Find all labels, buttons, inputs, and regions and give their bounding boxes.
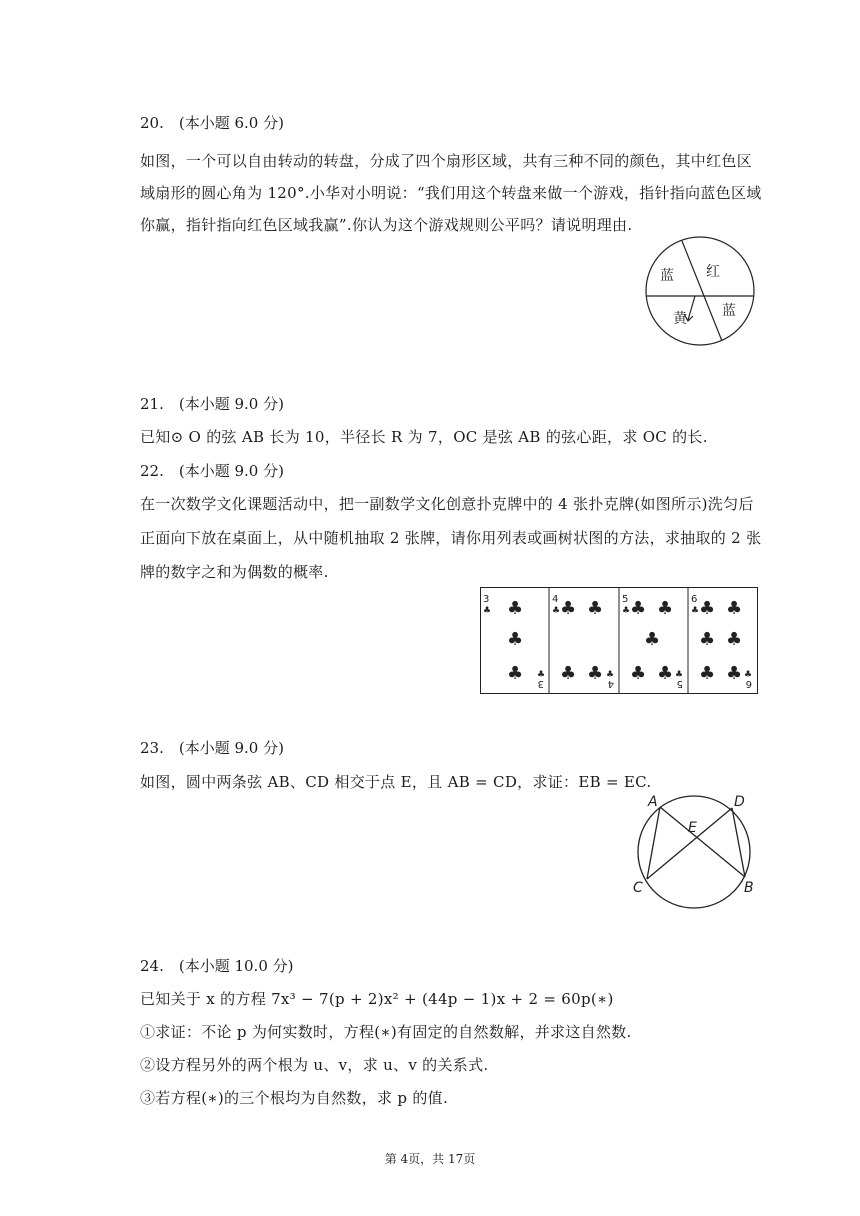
card-5-pip-4: ♣ (630, 663, 647, 684)
card-3-corner-suit-rot: ♣ (537, 670, 546, 680)
q24-line-2: ①求证：不论 p 为何实数时，方程(∗)有固定的自然数解，并求这自然数. (140, 1023, 632, 1041)
spinner-pointer (688, 296, 695, 320)
q24-line-3: ②设方程另外的两个根为 u、v，求 u、v 的关系式. (140, 1056, 489, 1074)
card-3-pip-1: ♣ (507, 598, 524, 619)
card-5-pip-5: ♣ (657, 663, 674, 684)
q22-line-3: 牌的数字之和为偶数的概率. (140, 563, 329, 581)
q20-line-2: 域扇形的圆心角为 120°.小华对小明说：“我们用这个转盘来做一个游戏，指针指向蓝色区域 (140, 184, 762, 202)
card-6-corner-suit-rot: ♣ (744, 670, 753, 680)
card-6 (691, 594, 752, 689)
card-5-rank-rot: 5 (676, 678, 683, 689)
chords-figure (630, 792, 760, 914)
q22-header: 22. (本小题 9.0 分) (140, 462, 284, 480)
q24-line-1: 已知关于 x 的方程 7x³ − 7(p + 2)x² + (44p − 1)x + 2 = 60p(∗) (140, 990, 614, 1008)
q21-header: 21. (本小题 9.0 分) (140, 395, 284, 413)
card-4-pip-1: ♣ (560, 598, 577, 619)
q23-line-1: 如图，圆中两条弦 AB、CD 相交于点 E，且 AB = CD，求证：EB = EC. (140, 773, 652, 791)
card-6-pip-6: ♣ (726, 663, 743, 684)
card-4-pip-2: ♣ (587, 598, 604, 619)
card-3-pip-3: ♣ (507, 663, 524, 684)
spinner-figure (640, 236, 760, 348)
q23-header: 23. (本小题 9.0 分) (140, 739, 284, 757)
card-3-corner-suit: ♣ (483, 606, 492, 616)
card-6-pip-3: ♣ (699, 629, 716, 650)
spinner-label-yellow: 黄 (673, 311, 687, 327)
card-4-corner-suit: ♣ (552, 606, 561, 616)
card-3 (483, 594, 545, 689)
card-5-rank: 5 (622, 594, 629, 605)
card-5-corner-suit: ♣ (622, 606, 631, 616)
card-6-pip-1: ♣ (699, 598, 716, 619)
point-E: E (688, 820, 697, 836)
cards-figure (480, 587, 758, 694)
q20-line-1: 如图，一个可以自由转动的转盘，分成了四个扇形区域，共有三种不同的颜色，其中红色区 (140, 152, 753, 170)
card-5-pip-1: ♣ (630, 598, 647, 619)
spinner-label-red: 红 (706, 264, 720, 280)
point-C: C (633, 880, 643, 896)
card-6-pip-4: ♣ (726, 629, 743, 650)
q22-line-1: 在一次数学文化课题活动中，把一副数学文化创意扑克牌中的 4 张扑克牌(如图所示)洗匀后 (140, 495, 754, 513)
card-3-rank: 3 (483, 594, 490, 605)
card-6-rank-rot: 6 (745, 678, 752, 689)
q20-header: 20. (本小题 6.0 分) (140, 114, 284, 132)
card-5-pip-3: ♣ (644, 629, 661, 650)
card-6-corner-suit: ♣ (691, 606, 700, 616)
card-5-corner-suit-rot: ♣ (675, 670, 684, 680)
q21-line-1: 已知⊙ O 的弦 AB 长为 10，半径长 R 为 7，OC 是弦 AB 的弦心距，求 OC 的长. (140, 428, 708, 446)
q24-line-4: ③若方程(∗)的三个根均为自然数，求 p 的值. (140, 1089, 449, 1107)
card-4-pip-4: ♣ (587, 663, 604, 684)
q24-header: 24. (本小题 10.0 分) (140, 957, 294, 975)
card-4 (552, 594, 614, 689)
q20-line-3: 你赢，指针指向红色区域我赢”.你认为这个游戏规则公平吗？请说明理由. (140, 216, 633, 234)
point-B: B (744, 880, 754, 896)
card-6-pip-5: ♣ (699, 663, 716, 684)
card-5 (622, 594, 683, 689)
point-D: D (734, 794, 745, 810)
card-3-rank-rot: 3 (537, 678, 544, 689)
spinner-label-blue-left: 蓝 (660, 268, 674, 284)
q22-line-2: 正面向下放在桌面上，从中随机抽取 2 张牌，请你用列表或画树状图的方法，求抽取的 2 张 (140, 529, 762, 547)
card-5-pip-2: ♣ (657, 598, 674, 619)
point-A: A (648, 794, 658, 810)
card-4-pip-3: ♣ (560, 663, 577, 684)
card-6-rank: 6 (691, 594, 698, 605)
card-4-corner-suit-rot: ♣ (606, 670, 615, 680)
card-4-rank: 4 (552, 594, 559, 605)
card-4-rank-rot: 4 (607, 678, 614, 689)
card-3-pip-2: ♣ (507, 629, 524, 650)
page-footer: 第 4页，共 17页 (384, 1152, 476, 1166)
card-6-pip-2: ♣ (726, 598, 743, 619)
spinner-label-blue-right: 蓝 (722, 303, 736, 319)
